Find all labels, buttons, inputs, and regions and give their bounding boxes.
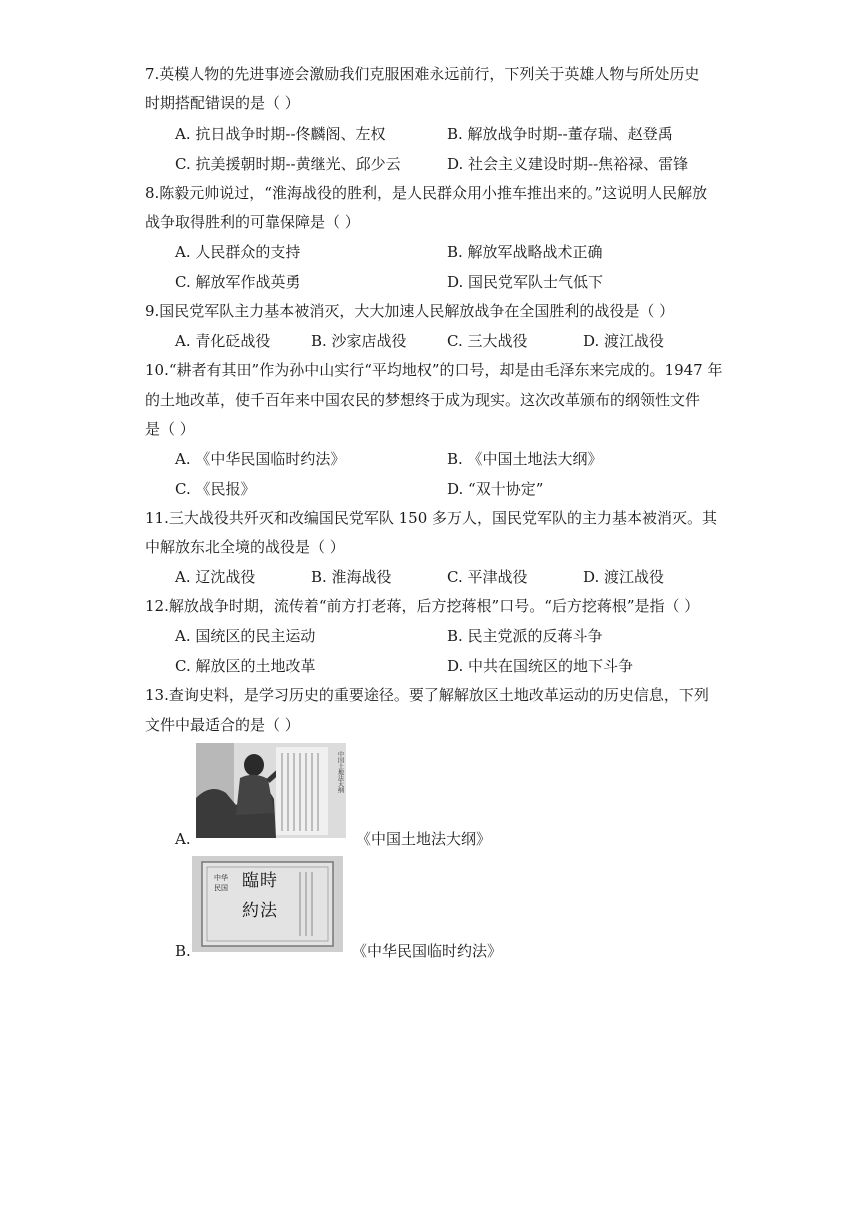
constitution-cover-graphic (192, 856, 343, 952)
question-10-option-a: A. 《中华民国临时约法》 (175, 450, 346, 468)
question-7-option-c: C. 抗美援朝时期--黄继光、邱少云 (175, 155, 401, 173)
question-13-option-a-caption: 《中国土地法大纲》 (356, 830, 492, 848)
question-8-option-c: C. 解放军作战英勇 (175, 273, 301, 291)
question-7-option-a: A. 抗日战争时期--佟麟阁、左权 (175, 125, 386, 143)
question-10-option-d: D. “双十协定” (447, 480, 544, 498)
question-8-option-d: D. 国民党军队士气低下 (447, 273, 604, 291)
question-11-stem-line-2: 中解放东北全境的战役是（ ） (145, 538, 345, 556)
question-10-stem-line-1: 10.“耕者有其田”作为孙中山实行“平均地权”的口号，却是由毛泽东来完成的。1947 年 (145, 361, 723, 379)
question-11-option-c: C. 平津战役 (447, 568, 528, 586)
land-law-photo-title: 中国土地法大纲 (336, 751, 344, 793)
question-12-option-d: D. 中共在国统区的地下斗争 (447, 657, 634, 675)
question-7-option-d: D. 社会主义建设时期--焦裕禄、雷锋 (447, 155, 689, 173)
question-10-option-c: C. 《民报》 (175, 480, 256, 498)
constitution-cover-char-2: 時 (260, 871, 277, 891)
question-13-stem-line-2: 文件中最适合的是（ ） (145, 716, 300, 734)
question-7-stem-line-2: 时期搭配错误的是（ ） (145, 94, 300, 112)
question-10-stem-line-3: 是（ ） (145, 420, 195, 438)
question-12-option-b: B. 民主党派的反蒋斗争 (447, 627, 603, 645)
constitution-cover-photo (192, 856, 343, 952)
question-10-option-b: B. 《中国土地法大纲》 (447, 450, 603, 468)
question-12-option-a: A. 国统区的民主运动 (175, 627, 316, 645)
question-8-stem-line-2: 战争取得胜利的可靠保障是（ ） (145, 213, 360, 231)
question-7-option-b: B. 解放战争时期--董存瑞、赵登禹 (447, 125, 673, 143)
question-9-stem-line-1: 9.国民党军队主力基本被消灭，大大加速人民解放战争在全国胜利的战役是（ ） (145, 302, 675, 320)
question-10-stem-line-2: 的土地改革，使千百年来中国农民的梦想终于成为现实。这次改革颁布的纲领性文件 (145, 391, 701, 409)
question-11-stem-line-1: 11.三大战役共歼灭和改编国民党军队 150 多万人，国民党军队的主力基本被消灭。其 (145, 509, 718, 527)
question-9-option-d: D. 渡江战役 (583, 332, 665, 350)
question-9-option-b: B. 沙家店战役 (311, 332, 407, 350)
question-12-stem-line-1: 12.解放战争时期，流传着“前方打老蒋，后方挖蒋根”口号。“后方挖蒋根”是指（ ） (145, 597, 700, 615)
question-13-stem-line-1: 13.查询史料，是学习历史的重要途径。要了解解放区土地改革运动的历史信息，下列 (145, 686, 709, 704)
question-13-option-b-caption: 《中华民国临时约法》 (352, 942, 503, 960)
question-8-stem-line-1: 8.陈毅元帅说过，“淮海战役的胜利，是人民群众用小推车推出来的。”这说明人民解放 (145, 184, 708, 202)
question-8-option-a: A. 人民群众的支持 (175, 243, 301, 261)
constitution-cover-text-2: 民国 (214, 884, 228, 892)
question-9-option-a: A. 青化砭战役 (175, 332, 271, 350)
constitution-cover-char-3: 約 (242, 901, 259, 921)
question-13-option-b: B. (175, 942, 191, 960)
question-11-option-a: A. 辽沈战役 (175, 568, 256, 586)
question-8-option-b: B. 解放军战略战术正确 (447, 243, 603, 261)
question-13-option-a: A. (175, 830, 191, 848)
question-11-option-b: B. 淮海战役 (311, 568, 392, 586)
constitution-cover-char-4: 法 (260, 901, 277, 921)
land-law-photo-graphic (196, 743, 346, 838)
constitution-cover-char-1: 臨 (242, 871, 259, 891)
question-9-option-c: C. 三大战役 (447, 332, 528, 350)
question-7-stem-line-1: 7.英模人物的先进事迹会激励我们克服困难永远前行，下列关于英雄人物与所处历史 (145, 65, 700, 83)
question-12-option-c: C. 解放区的土地改革 (175, 657, 316, 675)
land-law-photo (196, 743, 346, 838)
question-11-option-d: D. 渡江战役 (583, 568, 665, 586)
constitution-cover-text-1: 中华 (214, 874, 228, 882)
